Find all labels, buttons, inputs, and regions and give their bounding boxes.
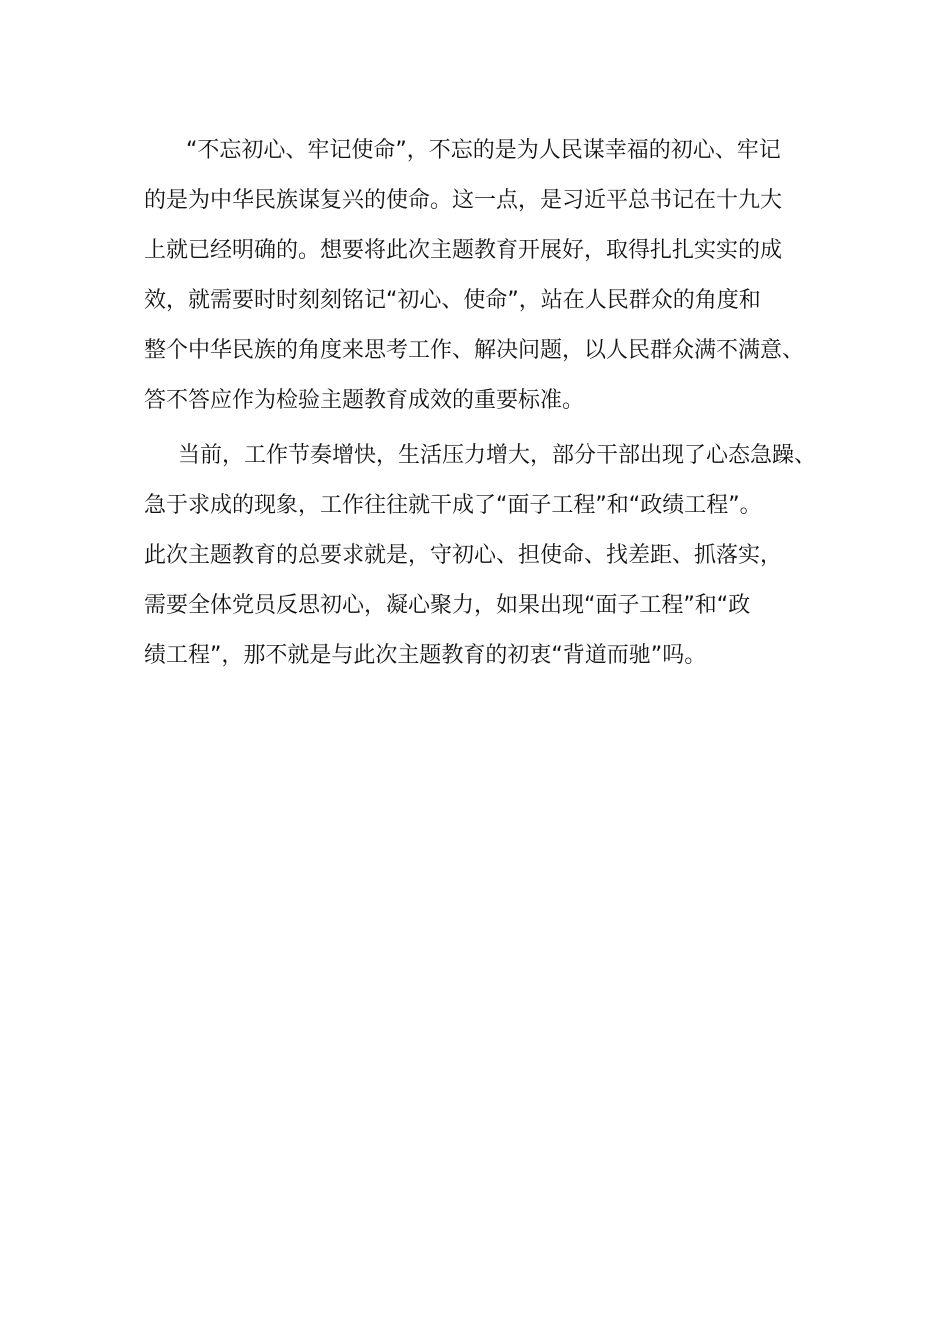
paragraph-1-line-4: 效，就需要时时刻刻铭记“初心、使命”，站在人民群众的角度和 xyxy=(144,288,761,313)
paragraph-1-line-6: 答不答应作为检验主题教育成效的重要标准。 xyxy=(144,388,585,413)
paragraph-1-line-2: 的是为中华民族谋复兴的使命。这一点，是习近平总书记在十九大 xyxy=(144,188,783,213)
paragraph-1-line-1: “不忘初心、牢记使命”，不忘的是为人民谋幸福的初心、牢记 xyxy=(186,138,781,163)
paragraph-2-line-2: 急于求成的现象，工作往往就干成了“面子工程”和“政绩工程”。 xyxy=(144,493,762,518)
paragraph-2-line-3: 此次主题教育的总要求就是，守初心、担使命、找差距、抓落实， xyxy=(144,543,783,568)
paragraph-2-line-4: 需要全体党员反思初心，凝心聚力，如果出现“面子工程”和“政 xyxy=(144,593,751,618)
paragraph-1-line-5: 整个中华民族的角度来思考工作、解决问题，以人民群众满不满意、 xyxy=(144,338,805,363)
paragraph-2-line-5: 绩工程”，那不就是与此次主题教育的初衷“背道而驰”吗。 xyxy=(144,643,707,668)
paragraph-2-line-1: 当前，工作节奏增快，生活压力增大，部分干部出现了心态急躁、 xyxy=(178,443,817,468)
paragraph-1-line-3: 上就已经明确的。想要将此次主题教育开展好，取得扎扎实实的成 xyxy=(144,238,783,263)
